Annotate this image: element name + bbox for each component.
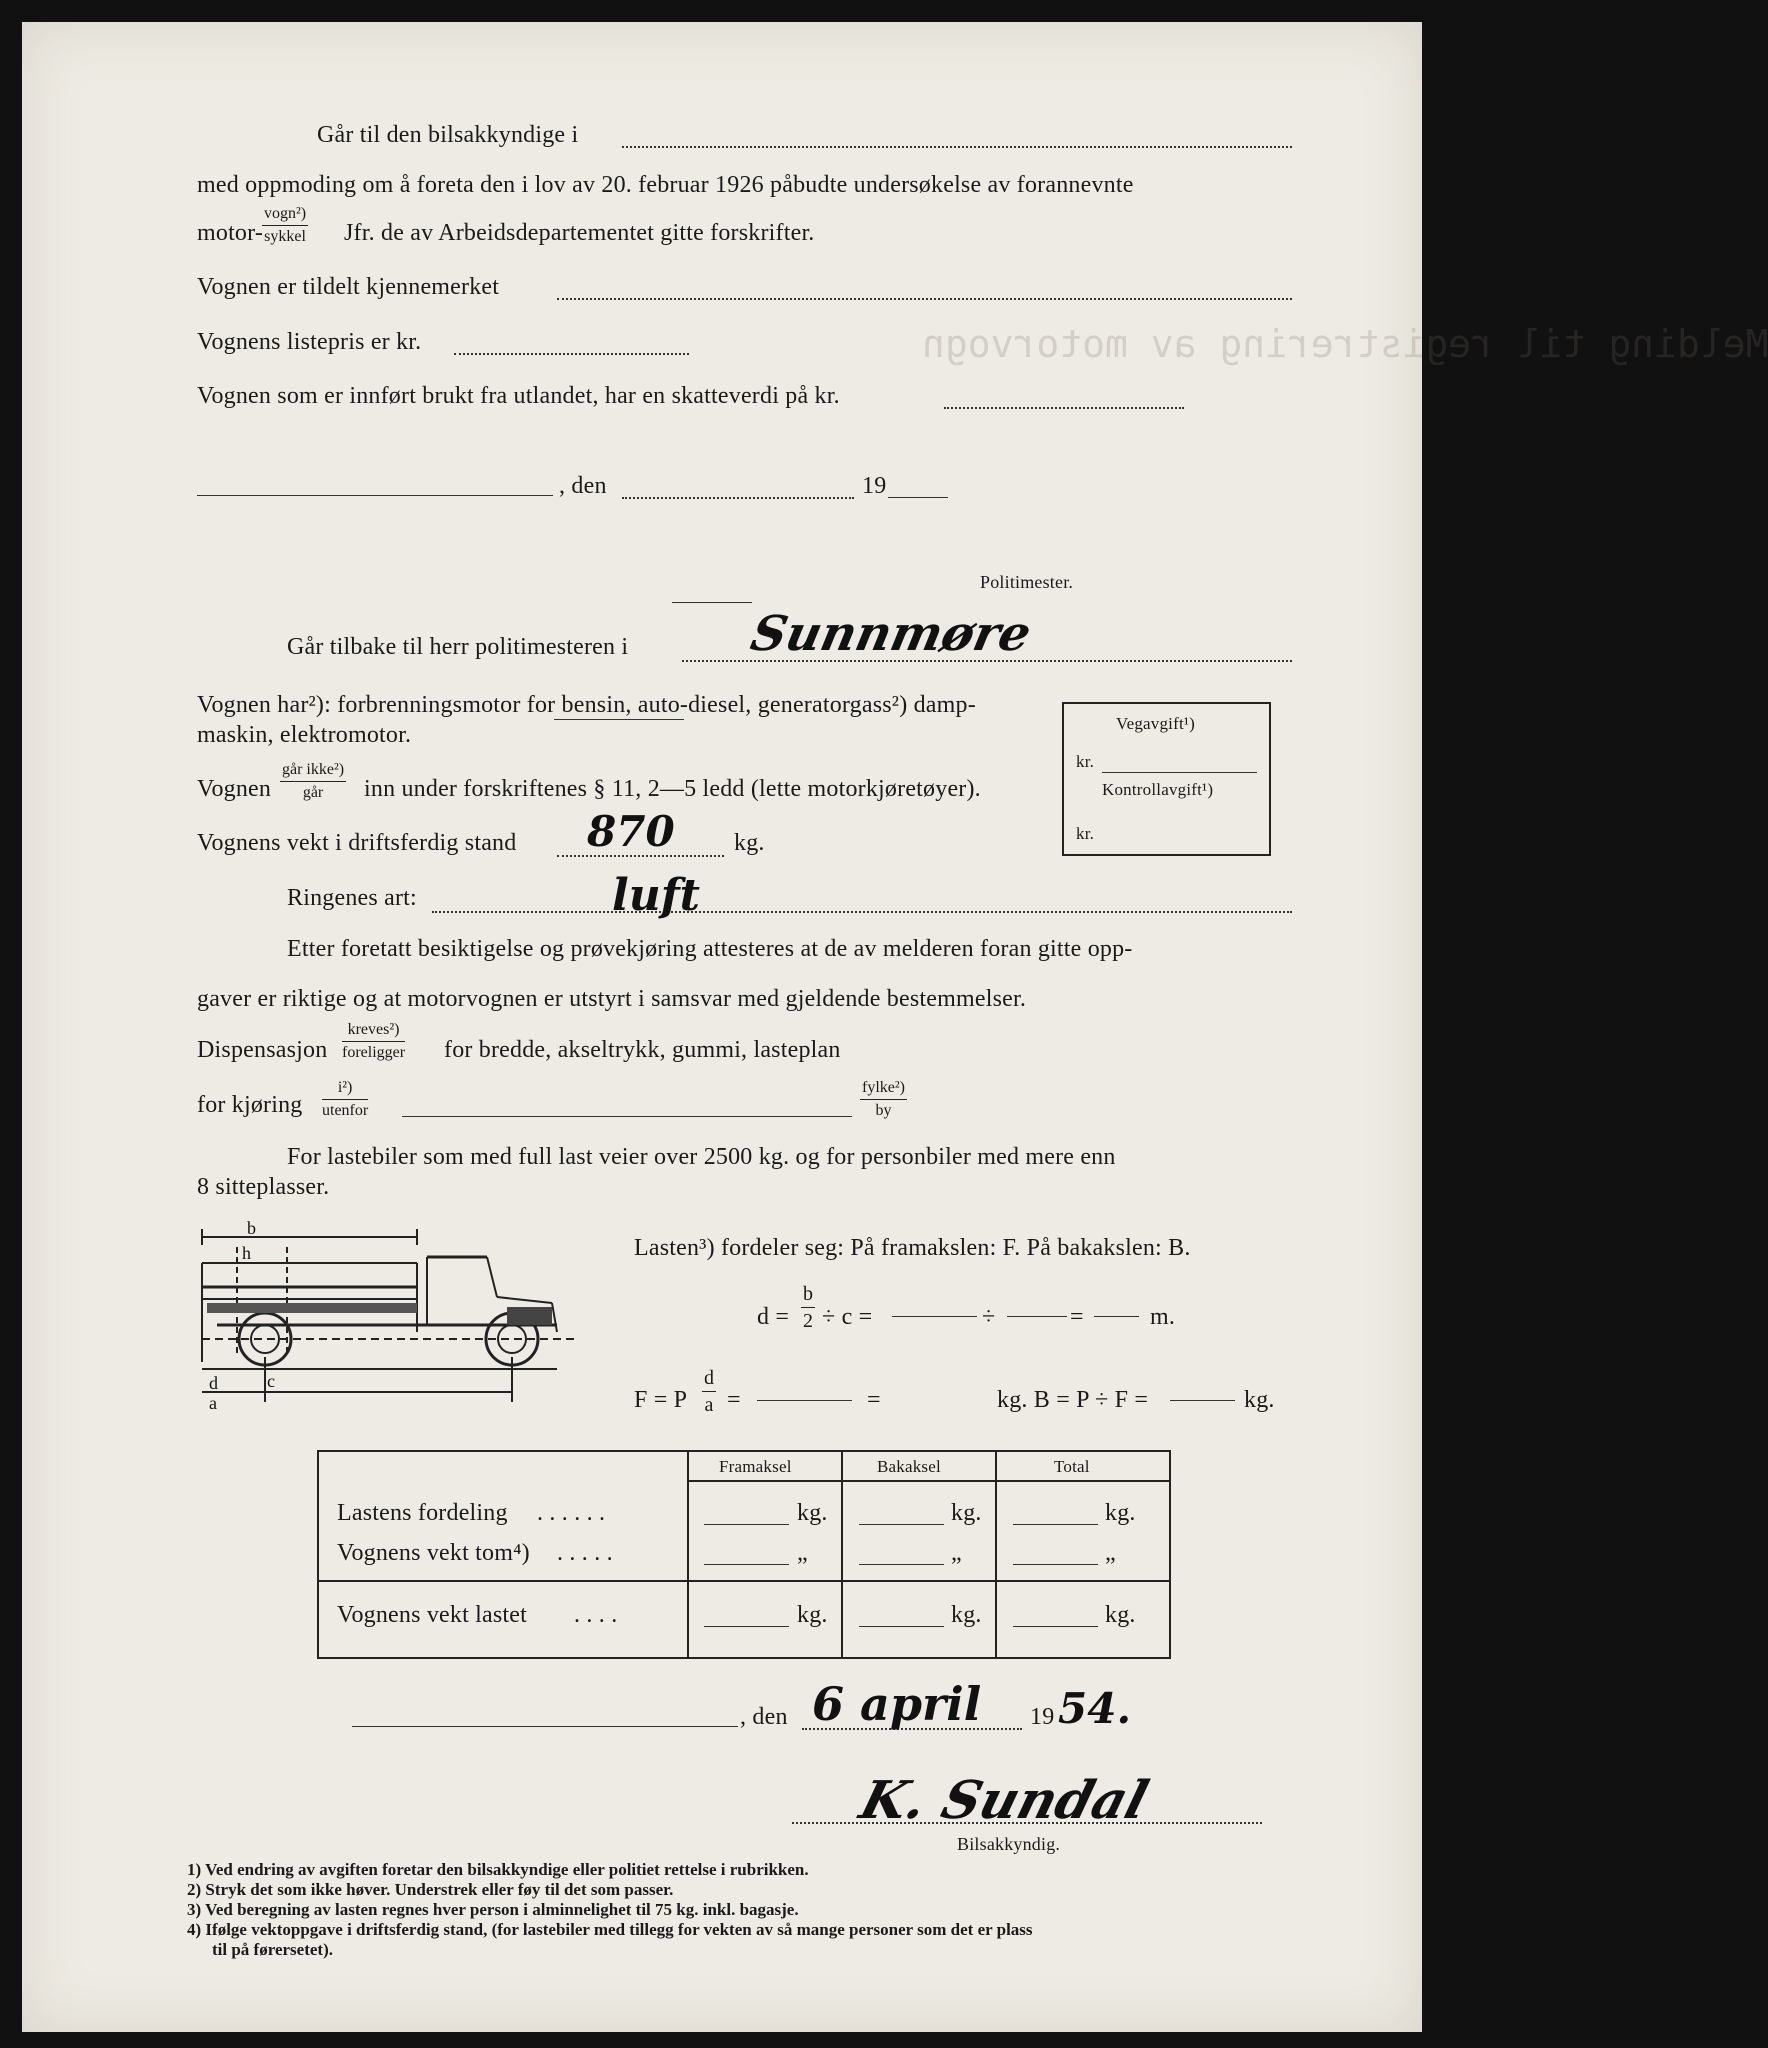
- cell-unit: kg.: [951, 1602, 982, 1628]
- cell-loaded-front[interactable]: [704, 1626, 789, 1627]
- tires-field[interactable]: [432, 911, 1292, 913]
- header-rear-axle: Bakaksel: [877, 1457, 941, 1476]
- cell-unit: kg.: [1105, 1500, 1136, 1526]
- cell-load-total[interactable]: [1013, 1524, 1098, 1525]
- handwritten-date: 6 april: [812, 1677, 982, 1731]
- footnote-4: 4) Ifølge vektoppgave i driftsferdig stand, (for lastebiler med tillegg for vekten av så mange personer som det er plass: [187, 1920, 1033, 1939]
- motor-prefix: motor-: [197, 220, 264, 246]
- tires-label: Ringenes art:: [287, 885, 417, 911]
- date-label-1: , den: [559, 473, 607, 499]
- formula-d-lhs: d =: [757, 1304, 790, 1330]
- bensin-underline: [554, 719, 684, 720]
- cell-unit: kg.: [797, 1602, 828, 1628]
- regulations-line: Jfr. de av Arbeidsdepartementet gitte forskrifter.: [344, 220, 815, 246]
- formula-d-rest: ÷ c =: [822, 1304, 873, 1330]
- driving-fraction: i²) utenfor: [322, 1079, 369, 1119]
- date-label-2: , den: [740, 1704, 788, 1730]
- line-send-to-inspector: Går til den bilsakkyndige i: [317, 122, 579, 148]
- header-total: Total: [1054, 1457, 1090, 1476]
- handwritten-tires: luft: [612, 870, 700, 921]
- formula-F: F = P: [634, 1387, 688, 1413]
- place-field-2[interactable]: [352, 1726, 738, 1727]
- vehicle-type-fraction: vogn²) sykkel: [264, 205, 307, 245]
- formula-field-3[interactable]: [1094, 1316, 1139, 1317]
- cell-empty-rear[interactable]: [859, 1564, 944, 1565]
- year-field-1[interactable]: [888, 497, 948, 498]
- attest-line-2: gaver er riktige og at motorvognen er utstyrt i samsvar med gjeldende bestemmelser.: [197, 986, 1027, 1012]
- formula-div: ÷: [982, 1304, 996, 1330]
- cell-unit: kg.: [1105, 1602, 1136, 1628]
- cell-unit: kg.: [951, 1500, 982, 1526]
- cell-empty-front[interactable]: [704, 1564, 789, 1565]
- plate-label: Vognen er tildelt kjennemerket: [197, 274, 500, 300]
- attest-line-1: Etter foretatt besiktigelse og prøvekjøring attesteres at de av melderen foran gitte opp-: [287, 936, 1133, 962]
- light-vehicle-line: inn under forskriftenes § 11, 2—5 ledd (lette motorkjøretøyer).: [364, 776, 981, 802]
- county-fraction: fylke²) by: [862, 1079, 905, 1119]
- year-prefix-2: 19: [1030, 1704, 1055, 1730]
- road-tax-label: Vegavgift¹): [1116, 714, 1196, 733]
- handwritten-district: Sunnmøre: [746, 606, 1036, 662]
- diagram-label-b: b: [247, 1218, 256, 1238]
- cell-unit: „: [1105, 1540, 1116, 1566]
- row-loaded-weight-label: Vognens vekt lastet: [337, 1602, 527, 1628]
- formula-field-5[interactable]: [1170, 1400, 1235, 1401]
- tax-value-label: Vognen som er innført brukt fra utlandet, har en skatteverdi på kr.: [197, 383, 840, 409]
- cell-unit: „: [951, 1540, 962, 1566]
- diagram-label-h: h: [242, 1243, 251, 1263]
- diagram-label-a: a: [209, 1393, 217, 1413]
- plate-field[interactable]: [557, 298, 1292, 300]
- cell-loaded-rear[interactable]: [859, 1626, 944, 1627]
- truck-diagram: [197, 1207, 597, 1447]
- inspector-caption: Bilsakkyndig.: [957, 1834, 1061, 1854]
- return-to-police-label: Går tilbake til herr politimesteren i: [287, 634, 629, 660]
- load-distribution-line: Lasten³) fordeler seg: På framakslen: F. På bakakslen: B.: [634, 1235, 1191, 1261]
- weight-unit: kg.: [734, 830, 765, 856]
- formula-eq: =: [1070, 1304, 1084, 1330]
- cell-unit: „: [797, 1540, 808, 1566]
- road-tax-kr: kr.: [1076, 752, 1095, 771]
- row-empty-weight-label: Vognens vekt tom⁴): [337, 1540, 530, 1566]
- header-front-axle: Framaksel: [719, 1457, 792, 1476]
- row-leader-dots: . . . . .: [557, 1540, 613, 1566]
- underline-mark: [672, 602, 752, 603]
- formula-B: kg. B = P ÷ F =: [997, 1387, 1149, 1413]
- engine-line-1: Vognen har²): forbrenningsmotor for bensin, auto-diesel, generatorgass²) damp-: [197, 692, 976, 718]
- formula-b-over-2: $\frac{b}{2}$: [803, 1283, 813, 1332]
- bleed-through: Melding til registrering av motorvogn: [922, 322, 1768, 366]
- handwritten-signature: K. Sundal: [853, 1770, 1155, 1831]
- list-price-field[interactable]: [454, 353, 689, 355]
- place-field-1[interactable]: [197, 495, 553, 496]
- formula-field-1[interactable]: [892, 1316, 977, 1317]
- inspector-field[interactable]: [622, 146, 1292, 148]
- control-fee-kr: kr.: [1076, 824, 1095, 843]
- date-field-1[interactable]: [622, 497, 854, 499]
- row-load-distribution-label: Lastens fordeling: [337, 1500, 508, 1526]
- driving-prefix: for kjøring: [197, 1092, 303, 1118]
- cell-load-rear[interactable]: [859, 1524, 944, 1525]
- diagram-label-c: c: [267, 1371, 275, 1391]
- list-price-label: Vognens listepris er kr.: [197, 329, 422, 355]
- driving-area-field[interactable]: [402, 1116, 852, 1117]
- footnote-1: 1) Ved endring av avgiften foretar den bilsakkyndige eller politiet rettelse i rubrikken.: [187, 1860, 809, 1879]
- formula-m: m.: [1150, 1304, 1176, 1330]
- fee-box: [1062, 702, 1271, 856]
- row-leader-dots: . . . .: [574, 1602, 618, 1628]
- year-prefix-1: 19: [862, 473, 887, 499]
- light-vehicle-prefix: Vognen: [197, 776, 272, 802]
- dispensation-prefix: Dispensasjon: [197, 1037, 328, 1063]
- cell-unit: kg.: [797, 1500, 828, 1526]
- line-request: med oppmoding om å foreta den i lov av 20. februar 1926 påbudte undersøkelse av forannevnte: [197, 172, 1134, 198]
- formula-eq-2: =: [727, 1387, 741, 1413]
- formula-field-4[interactable]: [757, 1400, 852, 1401]
- light-vehicle-fraction: går ikke²) går: [282, 761, 345, 801]
- dispensation-fraction: kreves²) foreligger: [342, 1021, 406, 1061]
- formula-d-over-a: $\frac{d}{a}$: [704, 1367, 714, 1416]
- road-tax-field[interactable]: [1102, 772, 1257, 773]
- footnote-3: 3) Ved beregning av lasten regnes hver person i alminnelighet til 75 kg. inkl. bagasje.: [187, 1900, 799, 1919]
- tax-value-field[interactable]: [944, 407, 1184, 409]
- footnote-4-continued: til på førersetet).: [212, 1940, 333, 1959]
- cell-empty-total[interactable]: [1013, 1564, 1098, 1565]
- weight-table: [317, 1450, 1171, 1659]
- formula-field-2[interactable]: [1007, 1316, 1067, 1317]
- footnote-2: 2) Stryk det som ikke høver. Understrek eller føy til det som passer.: [187, 1880, 674, 1899]
- diagram-label-d: d: [209, 1373, 218, 1393]
- formula-kg: kg.: [1244, 1387, 1275, 1413]
- row-leader-dots: . . . . . .: [537, 1500, 606, 1526]
- formula-eq-3: =: [867, 1387, 881, 1413]
- form-sheet: [22, 22, 1768, 2032]
- truck-note-2: 8 sitteplasser.: [197, 1174, 330, 1200]
- weight-label: Vognens vekt i driftsferdig stand: [197, 830, 517, 856]
- cell-loaded-total[interactable]: [1013, 1626, 1098, 1627]
- dispensation-line: for bredde, akseltrykk, gummi, lasteplan: [444, 1037, 841, 1063]
- truck-note-1: For lastebiler som med full last veier over 2500 kg. og for personbiler med mere enn: [287, 1144, 1116, 1170]
- control-fee-label: Kontrollavgift¹): [1102, 780, 1214, 799]
- handwritten-year: 54.: [1058, 1684, 1132, 1733]
- cell-load-front[interactable]: [704, 1524, 789, 1525]
- engine-line-2: maskin, elektromotor.: [197, 722, 412, 748]
- police-chief-caption: Politimester.: [980, 572, 1074, 592]
- handwritten-weight: 870: [587, 807, 675, 856]
